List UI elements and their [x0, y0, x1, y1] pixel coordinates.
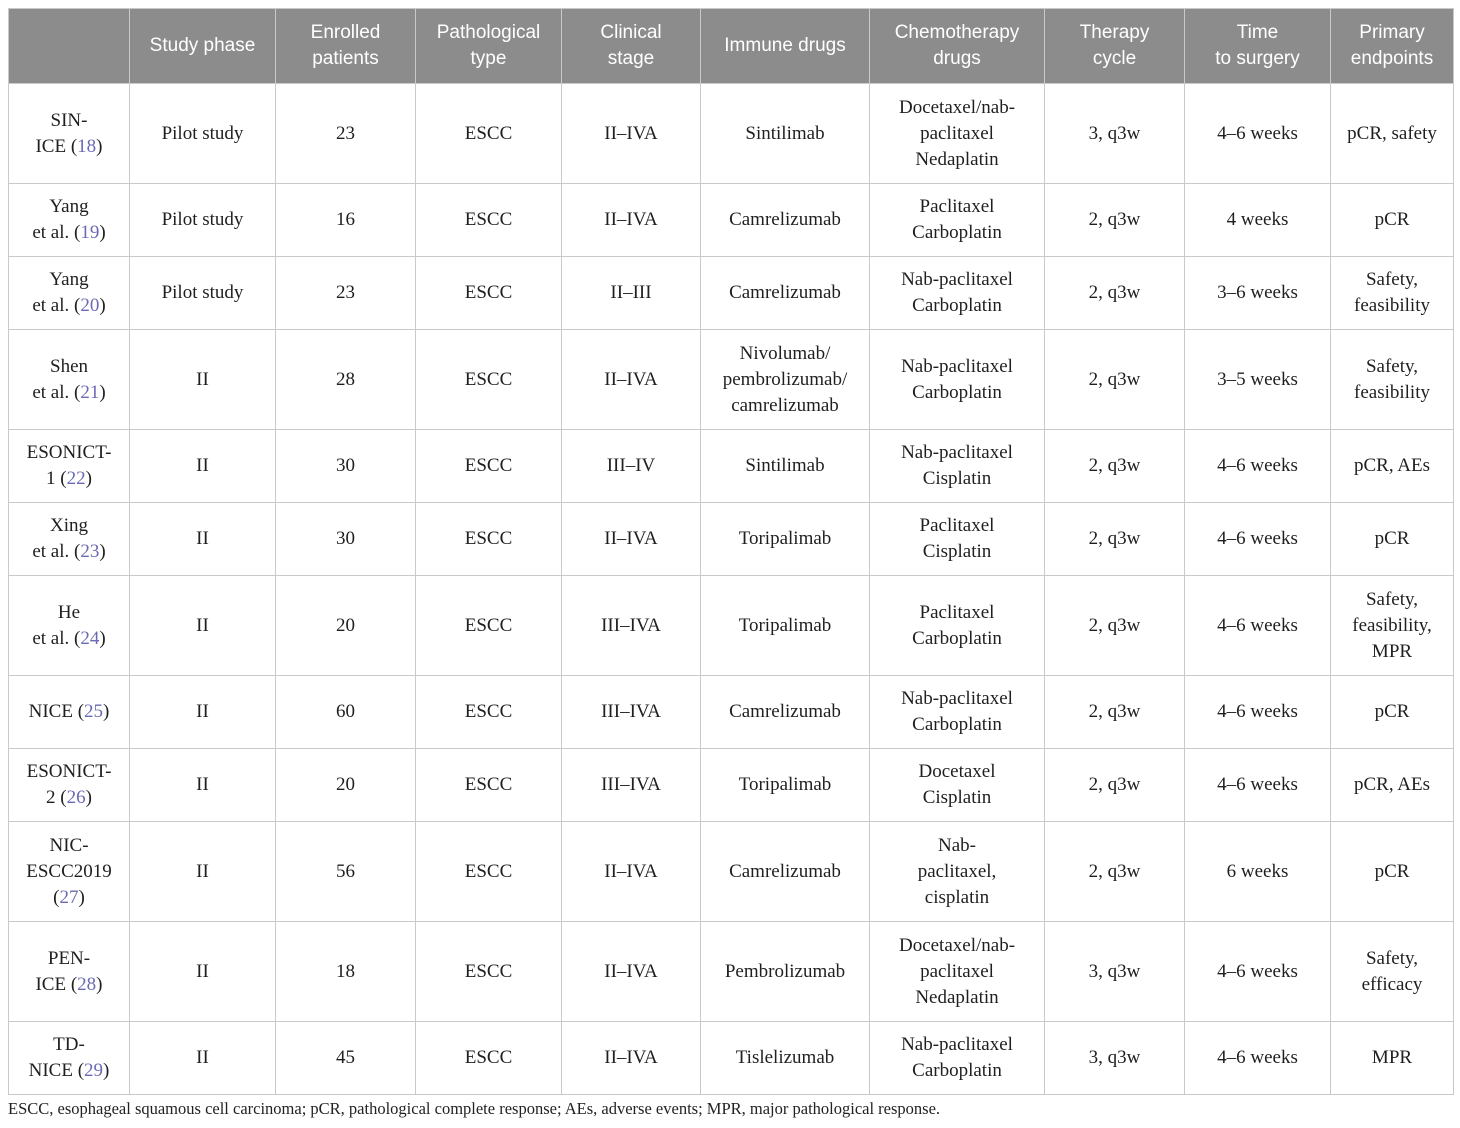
chemotherapy-drugs-cell: Nab- paclitaxel, cisplatin	[870, 822, 1045, 922]
reference-link[interactable]: 20	[80, 295, 100, 316]
pathological-type-cell: ESCC	[416, 330, 562, 430]
clinical-stage-cell: II–IVA	[562, 922, 701, 1022]
time-to-surgery-cell: 4–6 weeks	[1185, 1022, 1331, 1095]
immune-drugs-cell: Camrelizumab	[701, 257, 870, 330]
clinical-stage-cell: III–IV	[562, 430, 701, 503]
table-row	[9, 822, 1454, 922]
enrolled-patients-cell: 18	[276, 922, 416, 1022]
pathological-type-cell: ESCC	[416, 822, 562, 922]
chemotherapy-drugs-cell: Nab-paclitaxel Carboplatin	[870, 1022, 1045, 1095]
immune-drugs-cell: Sintilimab	[701, 84, 870, 184]
enrolled-patients-cell: 20	[276, 576, 416, 676]
trial-cell: Shen et al. (21)	[9, 330, 130, 430]
clinical-stage-cell: II–IVA	[562, 1022, 701, 1095]
trial-name: Yang et al. (	[32, 196, 89, 243]
reference-link[interactable]: 27	[59, 886, 79, 908]
trial-cell: TD- NICE (29)	[9, 1022, 130, 1095]
primary-endpoints-cell: pCR	[1331, 503, 1454, 576]
header-clinical-stage: Clinical stage	[562, 9, 701, 84]
immune-drugs-cell: Pembrolizumab	[701, 922, 870, 1022]
reference-link[interactable]: 21	[80, 381, 100, 403]
reference-link[interactable]: 23	[80, 541, 100, 562]
therapy-cycle-cell: 2, q3w	[1045, 184, 1185, 257]
enrolled-patients-cell: 28	[276, 330, 416, 430]
reference-link[interactable]: 18	[77, 135, 97, 157]
study-phase-cell: Pilot study	[130, 84, 276, 184]
header-therapy-cycle: Therapy cycle	[1045, 9, 1185, 84]
study-phase-cell: II	[130, 1022, 276, 1095]
trial-name: He et al. (	[32, 601, 81, 649]
immune-drugs-cell: Camrelizumab	[701, 822, 870, 922]
table-row	[9, 749, 1454, 822]
trial-name: SIN- ICE (	[35, 109, 88, 157]
table-row	[9, 576, 1454, 676]
clinical-stage-cell: III–IVA	[562, 749, 701, 822]
time-to-surgery-cell: 4–6 weeks	[1185, 430, 1331, 503]
pathological-type-cell: ESCC	[416, 576, 562, 676]
study-phase-cell: Pilot study	[130, 184, 276, 257]
enrolled-patients-cell: 56	[276, 822, 416, 922]
trials-table	[8, 8, 1454, 1095]
trial-cell: SIN- ICE (18)	[9, 84, 130, 184]
time-to-surgery-cell: 4–6 weeks	[1185, 676, 1331, 749]
table-row	[9, 922, 1454, 1022]
table-row	[9, 503, 1454, 576]
pathological-type-cell: ESCC	[416, 749, 562, 822]
trial-name: ESONICT- 2 (	[26, 761, 112, 808]
table-header-row	[9, 9, 1454, 84]
time-to-surgery-cell: 6 weeks	[1185, 822, 1331, 922]
primary-endpoints-cell: pCR, AEs	[1331, 430, 1454, 503]
therapy-cycle-cell: 3, q3w	[1045, 922, 1185, 1022]
header-trial	[9, 9, 130, 84]
study-phase-cell: II	[130, 822, 276, 922]
pathological-type-cell: ESCC	[416, 184, 562, 257]
primary-endpoints-cell: Safety, feasibility, MPR	[1331, 576, 1454, 676]
header-study-phase: Study phase	[130, 9, 276, 84]
trial-cell: PEN- ICE (28)	[9, 922, 130, 1022]
therapy-cycle-cell: 2, q3w	[1045, 430, 1185, 503]
chemotherapy-drugs-cell: Nab-paclitaxel Carboplatin	[870, 330, 1045, 430]
time-to-surgery-cell: 3–6 weeks	[1185, 257, 1331, 330]
pathological-type-cell: ESCC	[416, 922, 562, 1022]
header-time-to-surgery: Time to surgery	[1185, 9, 1331, 84]
primary-endpoints-cell: pCR	[1331, 822, 1454, 922]
pathological-type-cell: ESCC	[416, 84, 562, 184]
trial-cell: NIC- ESCC2019 (27)	[9, 822, 130, 922]
pathological-type-cell: ESCC	[416, 503, 562, 576]
table-row	[9, 84, 1454, 184]
pathological-type-cell: ESCC	[416, 257, 562, 330]
chemotherapy-drugs-cell: Nab-paclitaxel Carboplatin	[870, 676, 1045, 749]
enrolled-patients-cell: 20	[276, 749, 416, 822]
reference-link[interactable]: 19	[80, 222, 100, 243]
therapy-cycle-cell: 2, q3w	[1045, 822, 1185, 922]
enrolled-patients-cell: 30	[276, 430, 416, 503]
therapy-cycle-cell: 3, q3w	[1045, 84, 1185, 184]
therapy-cycle-cell: 2, q3w	[1045, 576, 1185, 676]
enrolled-patients-cell: 16	[276, 184, 416, 257]
table-row	[9, 330, 1454, 430]
study-phase-cell: II	[130, 330, 276, 430]
trial-cell: ESONICT- 2 (26)	[9, 749, 130, 822]
immune-drugs-cell: Tislelizumab	[701, 1022, 870, 1095]
enrolled-patients-cell: 23	[276, 257, 416, 330]
trial-cell: He et al. (24)	[9, 576, 130, 676]
trial-name: PEN- ICE (	[35, 947, 91, 995]
immune-drugs-cell: Toripalimab	[701, 749, 870, 822]
time-to-surgery-cell: 4 weeks	[1185, 184, 1331, 257]
chemotherapy-drugs-cell: Paclitaxel Carboplatin	[870, 184, 1045, 257]
trial-cell: Xing et al. (23)	[9, 503, 130, 576]
immune-drugs-cell: Camrelizumab	[701, 676, 870, 749]
clinical-stage-cell: II–IVA	[562, 184, 701, 257]
clinical-stage-cell: III–IVA	[562, 676, 701, 749]
enrolled-patients-cell: 45	[276, 1022, 416, 1095]
study-phase-cell: II	[130, 749, 276, 822]
immune-drugs-cell: Toripalimab	[701, 576, 870, 676]
clinical-stage-cell: II–IVA	[562, 503, 701, 576]
primary-endpoints-cell: Safety, feasibility	[1331, 330, 1454, 430]
therapy-cycle-cell: 2, q3w	[1045, 330, 1185, 430]
reference-link[interactable]: 22	[66, 468, 86, 489]
chemotherapy-drugs-cell: Docetaxel Cisplatin	[870, 749, 1045, 822]
trial-name: TD- NICE (	[28, 1034, 85, 1081]
therapy-cycle-cell: 3, q3w	[1045, 1022, 1185, 1095]
therapy-cycle-cell: 2, q3w	[1045, 749, 1185, 822]
table-row	[9, 257, 1454, 330]
immune-drugs-cell: Sintilimab	[701, 430, 870, 503]
time-to-surgery-cell: 4–6 weeks	[1185, 84, 1331, 184]
primary-endpoints-cell: pCR	[1331, 676, 1454, 749]
header-enrolled-patients: Enrolled patients	[276, 9, 416, 84]
clinical-stage-cell: II–III	[562, 257, 701, 330]
reference-link[interactable]: 29	[84, 1060, 104, 1081]
therapy-cycle-cell: 2, q3w	[1045, 676, 1185, 749]
time-to-surgery-cell: 4–6 weeks	[1185, 922, 1331, 1022]
immune-drugs-cell: Camrelizumab	[701, 184, 870, 257]
primary-endpoints-cell: MPR	[1331, 1022, 1454, 1095]
reference-link[interactable]: 28	[77, 973, 97, 995]
trial-cell: Yang et al. (19)	[9, 184, 130, 257]
study-phase-cell: II	[130, 576, 276, 676]
chemotherapy-drugs-cell: Paclitaxel Carboplatin	[870, 576, 1045, 676]
trial-name: Yang et al. (	[32, 269, 89, 316]
table-row	[9, 676, 1454, 749]
primary-endpoints-cell: pCR	[1331, 184, 1454, 257]
reference-link[interactable]: 25	[84, 701, 104, 722]
header-immune-drugs: Immune drugs	[701, 9, 870, 84]
chemotherapy-drugs-cell: Paclitaxel Cisplatin	[870, 503, 1045, 576]
time-to-surgery-cell: 3–5 weeks	[1185, 330, 1331, 430]
table-footnote: ESCC, esophageal squamous cell carcinoma; pCR, pathological complete response; AEs, adverse events; MPR, major pathological response.	[8, 1099, 941, 1118]
trial-name: Shen et al. (	[32, 355, 88, 403]
trial-name: NICE (	[28, 701, 85, 722]
study-phase-cell: II	[130, 676, 276, 749]
table-container	[8, 8, 1454, 1095]
immune-drugs-cell: Nivolumab/ pembrolizumab/ camrelizumab	[701, 330, 870, 430]
table-row	[9, 184, 1454, 257]
time-to-surgery-cell: 4–6 weeks	[1185, 576, 1331, 676]
time-to-surgery-cell: 4–6 weeks	[1185, 503, 1331, 576]
time-to-surgery-cell: 4–6 weeks	[1185, 749, 1331, 822]
therapy-cycle-cell: 2, q3w	[1045, 503, 1185, 576]
immune-drugs-cell: Toripalimab	[701, 503, 870, 576]
table-row	[9, 1022, 1454, 1095]
chemotherapy-drugs-cell: Nab-paclitaxel Cisplatin	[870, 430, 1045, 503]
table-row	[9, 430, 1454, 503]
primary-endpoints-cell: Safety, feasibility	[1331, 257, 1454, 330]
study-phase-cell: Pilot study	[130, 257, 276, 330]
reference-link[interactable]: 24	[80, 627, 100, 649]
pathological-type-cell: ESCC	[416, 430, 562, 503]
chemotherapy-drugs-cell: Docetaxel/nab- paclitaxel Nedaplatin	[870, 922, 1045, 1022]
study-phase-cell: II	[130, 922, 276, 1022]
trial-name: NIC- ESCC2019 (	[26, 834, 112, 908]
clinical-stage-cell: III–IVA	[562, 576, 701, 676]
enrolled-patients-cell: 23	[276, 84, 416, 184]
study-phase-cell: II	[130, 503, 276, 576]
trial-cell: Yang et al. (20)	[9, 257, 130, 330]
header-chemotherapy-drugs: Chemotherapy drugs	[870, 9, 1045, 84]
trial-name: ESONICT- 1 (	[26, 442, 112, 489]
clinical-stage-cell: II–IVA	[562, 822, 701, 922]
therapy-cycle-cell: 2, q3w	[1045, 257, 1185, 330]
clinical-stage-cell: II–IVA	[562, 330, 701, 430]
clinical-stage-cell: II–IVA	[562, 84, 701, 184]
trial-cell: ESONICT- 1 (22)	[9, 430, 130, 503]
reference-link[interactable]: 26	[66, 787, 86, 808]
enrolled-patients-cell: 30	[276, 503, 416, 576]
primary-endpoints-cell: pCR, AEs	[1331, 749, 1454, 822]
chemotherapy-drugs-cell: Docetaxel/nab- paclitaxel Nedaplatin	[870, 84, 1045, 184]
primary-endpoints-cell: Safety, efficacy	[1331, 922, 1454, 1022]
header-primary-endpoints: Primary endpoints	[1331, 9, 1454, 84]
enrolled-patients-cell: 60	[276, 676, 416, 749]
trial-cell: NICE (25)	[9, 676, 130, 749]
chemotherapy-drugs-cell: Nab-paclitaxel Carboplatin	[870, 257, 1045, 330]
header-pathological-type: Pathological type	[416, 9, 562, 84]
primary-endpoints-cell: pCR, safety	[1331, 84, 1454, 184]
trial-name: Xing et al. (	[32, 515, 88, 562]
pathological-type-cell: ESCC	[416, 676, 562, 749]
pathological-type-cell: ESCC	[416, 1022, 562, 1095]
study-phase-cell: II	[130, 430, 276, 503]
